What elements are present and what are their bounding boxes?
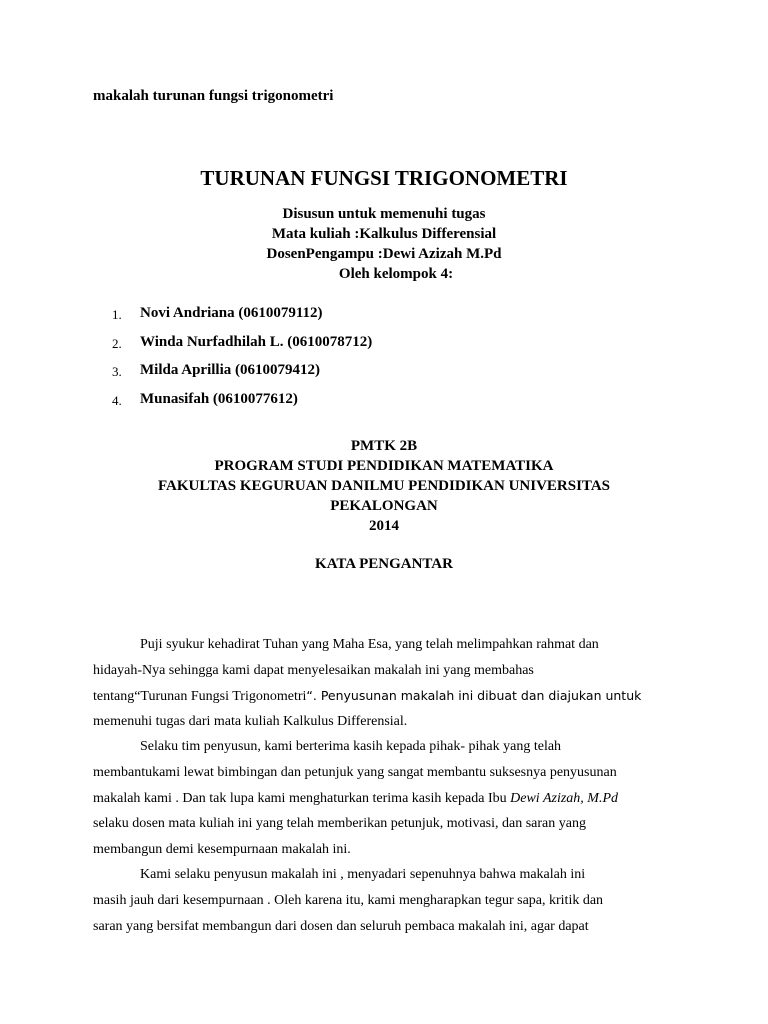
section-heading: KATA PENGANTAR	[315, 556, 453, 572]
institution-block	[0, 436, 768, 536]
paragraph-line: Kami selaku penyusun makalah ini , menyadari sepenuhnya bahwa makalah ini	[140, 867, 586, 883]
paragraph-line: memenuhi tugas dari mata kuliah Kalkulus Differensial.	[93, 713, 408, 729]
institution-line: PMTK 2B	[350, 438, 418, 454]
member-name: Milda Aprillia (0610079412)	[140, 362, 320, 378]
paragraph-line: Puji syukur kehadirat Tuhan yang Maha Esa, yang telah melimpahkan rahmat dan	[140, 637, 599, 652]
subtitle-block	[0, 204, 768, 284]
paragraph-line: saran yang bersifat membangun dari dosen dan seluruh pembaca makalah ini, agar dapat	[93, 918, 589, 934]
subtitle-line: Oleh kelompok 4:	[338, 266, 454, 282]
paragraph-text: makalah kami . Dan tak lupa kami menghaturkan terima kasih kepada Ibu	[93, 790, 511, 806]
member-number: 4.	[112, 392, 122, 408]
member-number: 2.	[112, 335, 122, 351]
paragraph-line: selaku dosen mata kuliah ini yang telah memberikan petunjuk, motivasi, dan saran yang	[93, 816, 586, 832]
document-label: makalah turunan fungsi trigonometri	[93, 88, 334, 104]
paragraph-line: Selaku tim penyusun, kami berterima kasih kepada pihak- pihak yang telah	[140, 739, 562, 755]
subtitle-line: Mata kuliah :Kalkulus Differensial	[271, 226, 497, 242]
lecturer-name: Dewi Azizah, M.Pd	[510, 790, 618, 806]
paragraph-line: membangun demi kesempurnaan makalah ini.	[93, 841, 351, 857]
paragraph-text: tentang“Turunan Fungsi Trigonometri	[93, 689, 307, 705]
paragraph-line	[93, 683, 693, 709]
paragraph-line: hidayah-Nya sehingga kami dapat menyelesaikan makalah ini yang membahas	[93, 662, 534, 678]
member-number: 1.	[112, 307, 122, 322]
body-text	[93, 632, 693, 939]
institution-line: PEKALONGAN	[330, 498, 438, 514]
institution-line: 2014	[369, 518, 399, 534]
member-name: Munasifah (0610077612)	[140, 390, 298, 407]
member-name: Winda Nurfadhilah L. (0610078712)	[140, 333, 373, 350]
member-name: Novi Andriana (0610079112)	[140, 305, 323, 321]
document-title: TURUNAN FUNGSI TRIGONOMETRI	[200, 166, 568, 190]
institution-line: PROGRAM STUDI PENDIDIKAN MATEMATIKA	[214, 458, 554, 474]
institution-line: FAKULTAS KEGURUAN DANILMU PENDIDIKAN UNIVERSITAS	[158, 478, 610, 494]
paragraph-line: membantukami lewat bimbingan dan petunjuk yang sangat membantu suksesnya penyusunan	[93, 764, 617, 780]
paragraph-line: masih jauh dari kesempurnaan . Oleh karena itu, kami mengharapkan tegur sapa, kritik dan	[93, 892, 604, 908]
subtitle-line: Disusun untuk memenuhi tugas	[282, 206, 486, 222]
paragraph-line	[93, 786, 693, 812]
paragraph-text: “. Penyusunan makalah ini dibuat dan diajukan untuk	[306, 688, 642, 704]
member-number: 3.	[112, 364, 122, 379]
subtitle-line: DosenPengampu :Dewi Azizah M.Pd	[266, 246, 502, 262]
